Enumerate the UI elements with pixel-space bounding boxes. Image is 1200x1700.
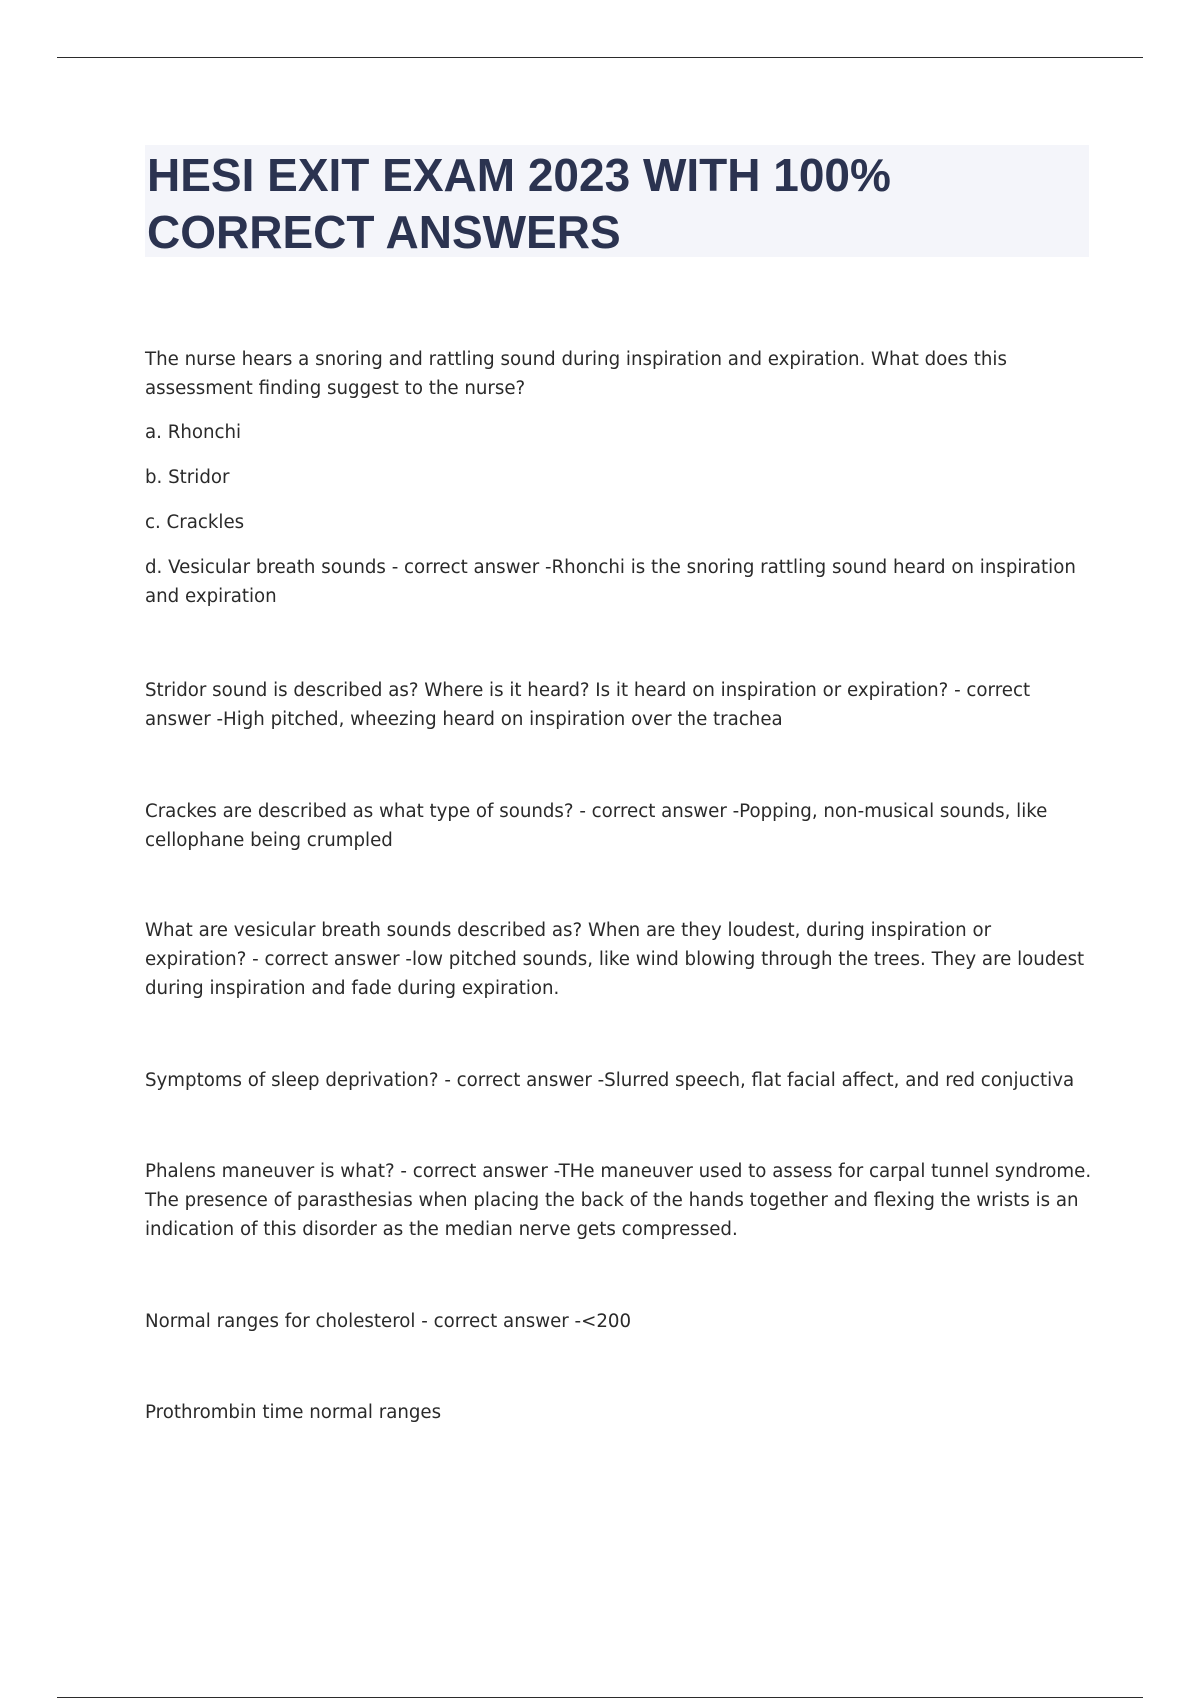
qa-item-prothrombin: Prothrombin time normal ranges — [145, 1402, 442, 1423]
qa-item-vesicular: What are vesicular breath sounds described as? When are they loudest, during inspiration or expiration? - correct answer -low pitched sounds, like wind blowing through the trees. They are loudest during inspiration and fade during expiration. — [145, 920, 1085, 999]
question-1 — [145, 345, 1095, 611]
question-1-option-c: c. Crackles — [145, 512, 245, 533]
question-1-option-d: d. Vesicular breath sounds - correct answer -Rhonchi is the snoring rattling sound heard on inspiration and expiration — [145, 557, 1076, 607]
document-title: HESI EXIT EXAM 2023 WITH 100% CORRECT ANSWERS — [147, 149, 891, 258]
qa-item-stridor: Stridor sound is described as? Where is it heard? Is it heard on inspiration or expiration? - correct answer -High pitched, wheezing heard on inspiration over the trachea — [145, 680, 1031, 730]
question-1-option-a: a. Rhonchi — [145, 422, 242, 443]
qa-item-crackles: Crackes are described as what type of sounds? - correct answer -Popping, non-musical sounds, like cellophane being crumpled — [145, 801, 1048, 851]
title-banner — [145, 145, 1089, 257]
question-1-option-b: b. Stridor — [145, 467, 230, 488]
qa-item-phalens: Phalens maneuver is what? - correct answer -THe maneuver used to assess for carpal tunnel syndrome. The presence of parasthesias when placing the back of the hands together and flexing the wrists is an indication of this disorder as the median nerve gets compressed. — [145, 1161, 1092, 1240]
qa-item-cholesterol: Normal ranges for cholesterol - correct answer -<200 — [145, 1311, 632, 1332]
question-1-text: The nurse hears a snoring and rattling sound during inspiration and expiration. What does this assessment finding suggest to the nurse? — [145, 349, 1007, 399]
top-rule — [57, 57, 1143, 58]
qa-item-sleep-deprivation: Symptoms of sleep deprivation? - correct answer -Slurred speech, flat facial affect, and red conjuctiva — [145, 1070, 1075, 1091]
bottom-rule — [57, 1697, 1143, 1698]
